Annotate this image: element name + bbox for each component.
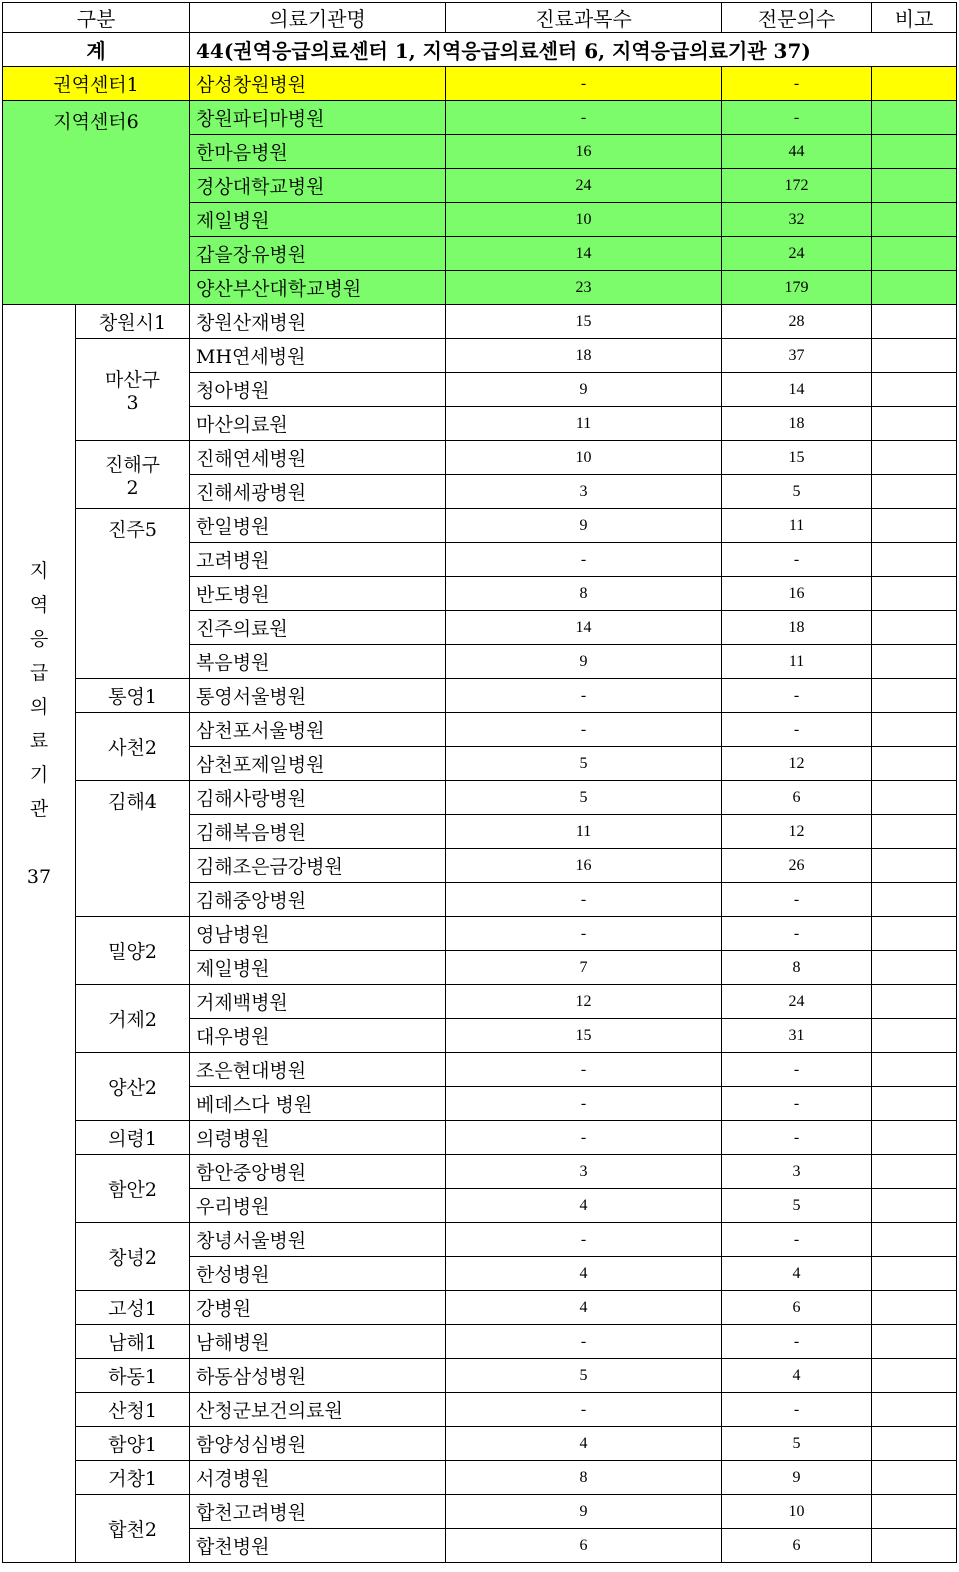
specialists-count: 5 <box>722 1189 872 1223</box>
departments-count: 10 <box>446 203 722 237</box>
specialists-count: 32 <box>722 203 872 237</box>
label-char: 급 <box>29 661 49 684</box>
departments-count: 18 <box>446 339 722 373</box>
specialists-count: 28 <box>722 305 872 339</box>
institution-name: 청아병원 <box>190 373 446 407</box>
note-cell <box>872 509 957 543</box>
note-cell <box>872 849 957 883</box>
departments-count: 6 <box>446 1529 722 1563</box>
institution-name: 양산부산대학교병원 <box>190 271 446 305</box>
specialists-count: 37 <box>722 339 872 373</box>
note-cell <box>872 1393 957 1427</box>
note-cell <box>872 1291 957 1325</box>
note-cell <box>872 1529 957 1563</box>
local-center-row <box>3 101 957 135</box>
specialists-count: 18 <box>722 611 872 645</box>
institution-name: 진주의료원 <box>190 611 446 645</box>
note-cell <box>872 203 957 237</box>
institution-row <box>3 1053 957 1087</box>
institution-name: 서경병원 <box>190 1461 446 1495</box>
institution-row <box>3 1121 957 1155</box>
institution-row <box>3 985 957 1019</box>
region-label: 창원시1 <box>76 305 190 339</box>
region-label: 하동1 <box>76 1359 190 1393</box>
specialists-count: 9 <box>722 1461 872 1495</box>
specialists-count: 26 <box>722 849 872 883</box>
specialists-count: 31 <box>722 1019 872 1053</box>
note-cell <box>872 713 957 747</box>
regional-center-row <box>3 67 957 101</box>
local-institution-label-text <box>9 554 69 894</box>
note-cell <box>872 815 957 849</box>
specialists-count: 11 <box>722 645 872 679</box>
institution-name: 한성병원 <box>190 1257 446 1291</box>
departments-count: 4 <box>446 1291 722 1325</box>
institution-name: 김해복음병원 <box>190 815 446 849</box>
departments-count: 24 <box>446 169 722 203</box>
region-label: 밀양2 <box>76 917 190 985</box>
region-label-line: 2 <box>126 477 139 499</box>
institution-name: 우리병원 <box>190 1189 446 1223</box>
region-label: 창녕2 <box>76 1223 190 1291</box>
specialists-count: 5 <box>722 1427 872 1461</box>
header-institution: 의료기관명 <box>190 3 446 33</box>
note-cell <box>872 135 957 169</box>
departments-count: 16 <box>446 849 722 883</box>
institution-row <box>3 1325 957 1359</box>
label-char: 역 <box>29 593 49 616</box>
institution-name: 삼천포제일병원 <box>190 747 446 781</box>
note-cell <box>872 1257 957 1291</box>
note-cell <box>872 747 957 781</box>
departments-count: 5 <box>446 747 722 781</box>
region-label: 양산2 <box>76 1053 190 1121</box>
note-cell <box>872 1121 957 1155</box>
institution-row <box>3 1461 957 1495</box>
institution-row <box>3 1393 957 1427</box>
total-text: 44(권역응급의료센터 1, 지역응급의료센터 6, 지역응급의료기관 37) <box>190 33 957 67</box>
header-category: 구분 <box>3 3 190 33</box>
note-cell <box>872 1155 957 1189</box>
specialists-count: 16 <box>722 577 872 611</box>
region-label: 고성1 <box>76 1291 190 1325</box>
departments-count: 3 <box>446 1155 722 1189</box>
departments-count: 5 <box>446 781 722 815</box>
note-cell <box>872 1189 957 1223</box>
label-char: 기 <box>29 763 49 786</box>
departments-count: 12 <box>446 985 722 1019</box>
specialists-count: - <box>722 883 872 917</box>
note-cell <box>872 611 957 645</box>
region-label <box>76 441 190 509</box>
institution-name: 창원파티마병원 <box>190 101 446 135</box>
institution-name: 한일병원 <box>190 509 446 543</box>
institution-name: 하동삼성병원 <box>190 1359 446 1393</box>
note-cell <box>872 271 957 305</box>
institution-name: 베데스다 병원 <box>190 1087 446 1121</box>
institution-row <box>3 917 957 951</box>
total-label: 계 <box>3 33 190 67</box>
institution-name: 고려병원 <box>190 543 446 577</box>
institution-name: 갑을장유병원 <box>190 237 446 271</box>
institution-row <box>3 339 957 373</box>
institution-name: 진해세광병원 <box>190 475 446 509</box>
region-label: 진주5 <box>76 509 190 679</box>
region-label: 사천2 <box>76 713 190 781</box>
institution-row <box>3 305 957 339</box>
specialists-count: - <box>722 543 872 577</box>
institution-row <box>3 441 957 475</box>
departments-count: - <box>446 101 722 135</box>
institution-name: 창녕서울병원 <box>190 1223 446 1257</box>
specialists-count: - <box>722 917 872 951</box>
departments-count: 3 <box>446 475 722 509</box>
header-note: 비고 <box>872 3 957 33</box>
label-count: 37 <box>26 865 52 888</box>
specialists-count: 6 <box>722 1529 872 1563</box>
institution-row <box>3 1359 957 1393</box>
note-cell <box>872 475 957 509</box>
departments-count: 9 <box>446 373 722 407</box>
regional-center-label: 권역센터1 <box>3 67 190 101</box>
specialists-count: - <box>722 67 872 101</box>
institution-name: 조은현대병원 <box>190 1053 446 1087</box>
institution-row <box>3 713 957 747</box>
institution-row <box>3 1223 957 1257</box>
institution-name: 경상대학교병원 <box>190 169 446 203</box>
note-cell <box>872 373 957 407</box>
specialists-count: 24 <box>722 237 872 271</box>
institution-name: 영남병원 <box>190 917 446 951</box>
institution-name: 삼천포서울병원 <box>190 713 446 747</box>
departments-count: - <box>446 917 722 951</box>
departments-count: 14 <box>446 237 722 271</box>
note-cell <box>872 1053 957 1087</box>
note-cell <box>872 645 957 679</box>
institution-name: 제일병원 <box>190 203 446 237</box>
note-cell <box>872 1495 957 1529</box>
institution-row <box>3 1495 957 1529</box>
note-cell <box>872 951 957 985</box>
note-cell <box>872 985 957 1019</box>
departments-count: 8 <box>446 1461 722 1495</box>
specialists-count: - <box>722 101 872 135</box>
departments-count: 5 <box>446 1359 722 1393</box>
departments-count: 9 <box>446 645 722 679</box>
institution-name: 창원산재병원 <box>190 305 446 339</box>
specialists-count: 12 <box>722 747 872 781</box>
departments-count: - <box>446 1053 722 1087</box>
institution-name: 대우병원 <box>190 1019 446 1053</box>
region-label: 남해1 <box>76 1325 190 1359</box>
header-departments: 진료과목수 <box>446 3 722 33</box>
specialists-count: 5 <box>722 475 872 509</box>
departments-count: - <box>446 1223 722 1257</box>
specialists-count: 6 <box>722 1291 872 1325</box>
institution-name: 한마음병원 <box>190 135 446 169</box>
header-row <box>3 3 957 33</box>
departments-count: 15 <box>446 305 722 339</box>
region-label-line: 진해구 <box>104 454 161 476</box>
departments-count: 4 <box>446 1189 722 1223</box>
institution-name: 합천병원 <box>190 1529 446 1563</box>
specialists-count: 8 <box>722 951 872 985</box>
institution-name: 합천고려병원 <box>190 1495 446 1529</box>
departments-count: - <box>446 679 722 713</box>
note-cell <box>872 543 957 577</box>
specialists-count: - <box>722 1223 872 1257</box>
note-cell <box>872 1359 957 1393</box>
departments-count: 11 <box>446 407 722 441</box>
institution-name: 거제백병원 <box>190 985 446 1019</box>
region-label: 함안2 <box>76 1155 190 1223</box>
departments-count: - <box>446 883 722 917</box>
note-cell <box>872 1087 957 1121</box>
region-label: 거제2 <box>76 985 190 1053</box>
departments-count: 10 <box>446 441 722 475</box>
note-cell <box>872 67 957 101</box>
total-row <box>3 33 957 67</box>
departments-count: - <box>446 1325 722 1359</box>
region-label: 통영1 <box>76 679 190 713</box>
header-specialists: 전문의수 <box>722 3 872 33</box>
specialists-count: - <box>722 1325 872 1359</box>
specialists-count: 3 <box>722 1155 872 1189</box>
departments-count: 4 <box>446 1257 722 1291</box>
institution-name: 김해중앙병원 <box>190 883 446 917</box>
institution-row <box>3 1155 957 1189</box>
note-cell <box>872 169 957 203</box>
note-cell <box>872 1325 957 1359</box>
departments-count: - <box>446 1121 722 1155</box>
departments-count: 11 <box>446 815 722 849</box>
specialists-count: 11 <box>722 509 872 543</box>
note-cell <box>872 101 957 135</box>
institution-name: 김해조은금강병원 <box>190 849 446 883</box>
departments-count: 4 <box>446 1427 722 1461</box>
institution-name: 함양성심병원 <box>190 1427 446 1461</box>
note-cell <box>872 407 957 441</box>
institution-name: 함안중앙병원 <box>190 1155 446 1189</box>
institution-name: 진해연세병원 <box>190 441 446 475</box>
specialists-count: - <box>722 1121 872 1155</box>
institution-name: 통영서울병원 <box>190 679 446 713</box>
institution-name: 의령병원 <box>190 1121 446 1155</box>
note-cell <box>872 305 957 339</box>
region-label <box>76 339 190 441</box>
specialists-count: 179 <box>722 271 872 305</box>
region-label: 의령1 <box>76 1121 190 1155</box>
institution-name: 마산의료원 <box>190 407 446 441</box>
region-label-line: 마산구 <box>104 369 161 391</box>
note-cell <box>872 679 957 713</box>
departments-count: 9 <box>446 1495 722 1529</box>
institution-name: 남해병원 <box>190 1325 446 1359</box>
local-center-label: 지역센터6 <box>3 101 190 305</box>
note-cell <box>872 1223 957 1257</box>
note-cell <box>872 339 957 373</box>
specialists-count: 6 <box>722 781 872 815</box>
specialists-count: 4 <box>722 1257 872 1291</box>
departments-count: 23 <box>446 271 722 305</box>
specialists-count: - <box>722 1393 872 1427</box>
specialists-count: - <box>722 1087 872 1121</box>
note-cell <box>872 1427 957 1461</box>
departments-count: 15 <box>446 1019 722 1053</box>
institution-row <box>3 1427 957 1461</box>
label-char: 관 <box>29 797 49 820</box>
specialists-count: 12 <box>722 815 872 849</box>
specialists-count: 14 <box>722 373 872 407</box>
institution-name: 제일병원 <box>190 951 446 985</box>
note-cell <box>872 781 957 815</box>
institution-name: 반도병원 <box>190 577 446 611</box>
specialists-count: 172 <box>722 169 872 203</box>
emergency-institution-table <box>2 2 957 1563</box>
specialists-count: 15 <box>722 441 872 475</box>
region-label: 합천2 <box>76 1495 190 1563</box>
institution-name: 강병원 <box>190 1291 446 1325</box>
institution-row <box>3 509 957 543</box>
note-cell <box>872 883 957 917</box>
specialists-count: 18 <box>722 407 872 441</box>
specialists-count: - <box>722 679 872 713</box>
specialists-count: 44 <box>722 135 872 169</box>
region-label: 함양1 <box>76 1427 190 1461</box>
region-label: 거창1 <box>76 1461 190 1495</box>
departments-count: - <box>446 67 722 101</box>
label-char: 지 <box>29 559 49 582</box>
institution-name: 산청군보건의료원 <box>190 1393 446 1427</box>
specialists-count: - <box>722 1053 872 1087</box>
region-label-line: 3 <box>126 392 139 414</box>
note-cell <box>872 917 957 951</box>
region-label: 김해4 <box>76 781 190 917</box>
institution-row <box>3 781 957 815</box>
note-cell <box>872 441 957 475</box>
region-label: 산청1 <box>76 1393 190 1427</box>
departments-count: 16 <box>446 135 722 169</box>
institution-name: 복음병원 <box>190 645 446 679</box>
local-institution-label <box>3 305 76 1563</box>
departments-count: 7 <box>446 951 722 985</box>
label-char: 응 <box>29 627 49 650</box>
specialists-count: 10 <box>722 1495 872 1529</box>
specialists-count: 24 <box>722 985 872 1019</box>
institution-row <box>3 1291 957 1325</box>
label-char: 료 <box>29 729 49 752</box>
departments-count: - <box>446 1087 722 1121</box>
institution-name: 김해사랑병원 <box>190 781 446 815</box>
specialists-count: - <box>722 713 872 747</box>
label-char: 의 <box>29 695 49 718</box>
note-cell <box>872 1461 957 1495</box>
departments-count: 8 <box>446 577 722 611</box>
institution-name: 삼성창원병원 <box>190 67 446 101</box>
note-cell <box>872 577 957 611</box>
departments-count: - <box>446 1393 722 1427</box>
departments-count: 9 <box>446 509 722 543</box>
departments-count: 14 <box>446 611 722 645</box>
departments-count: - <box>446 543 722 577</box>
note-cell <box>872 237 957 271</box>
institution-row <box>3 679 957 713</box>
specialists-count: 4 <box>722 1359 872 1393</box>
departments-count: - <box>446 713 722 747</box>
institution-name: MH연세병원 <box>190 339 446 373</box>
note-cell <box>872 1019 957 1053</box>
